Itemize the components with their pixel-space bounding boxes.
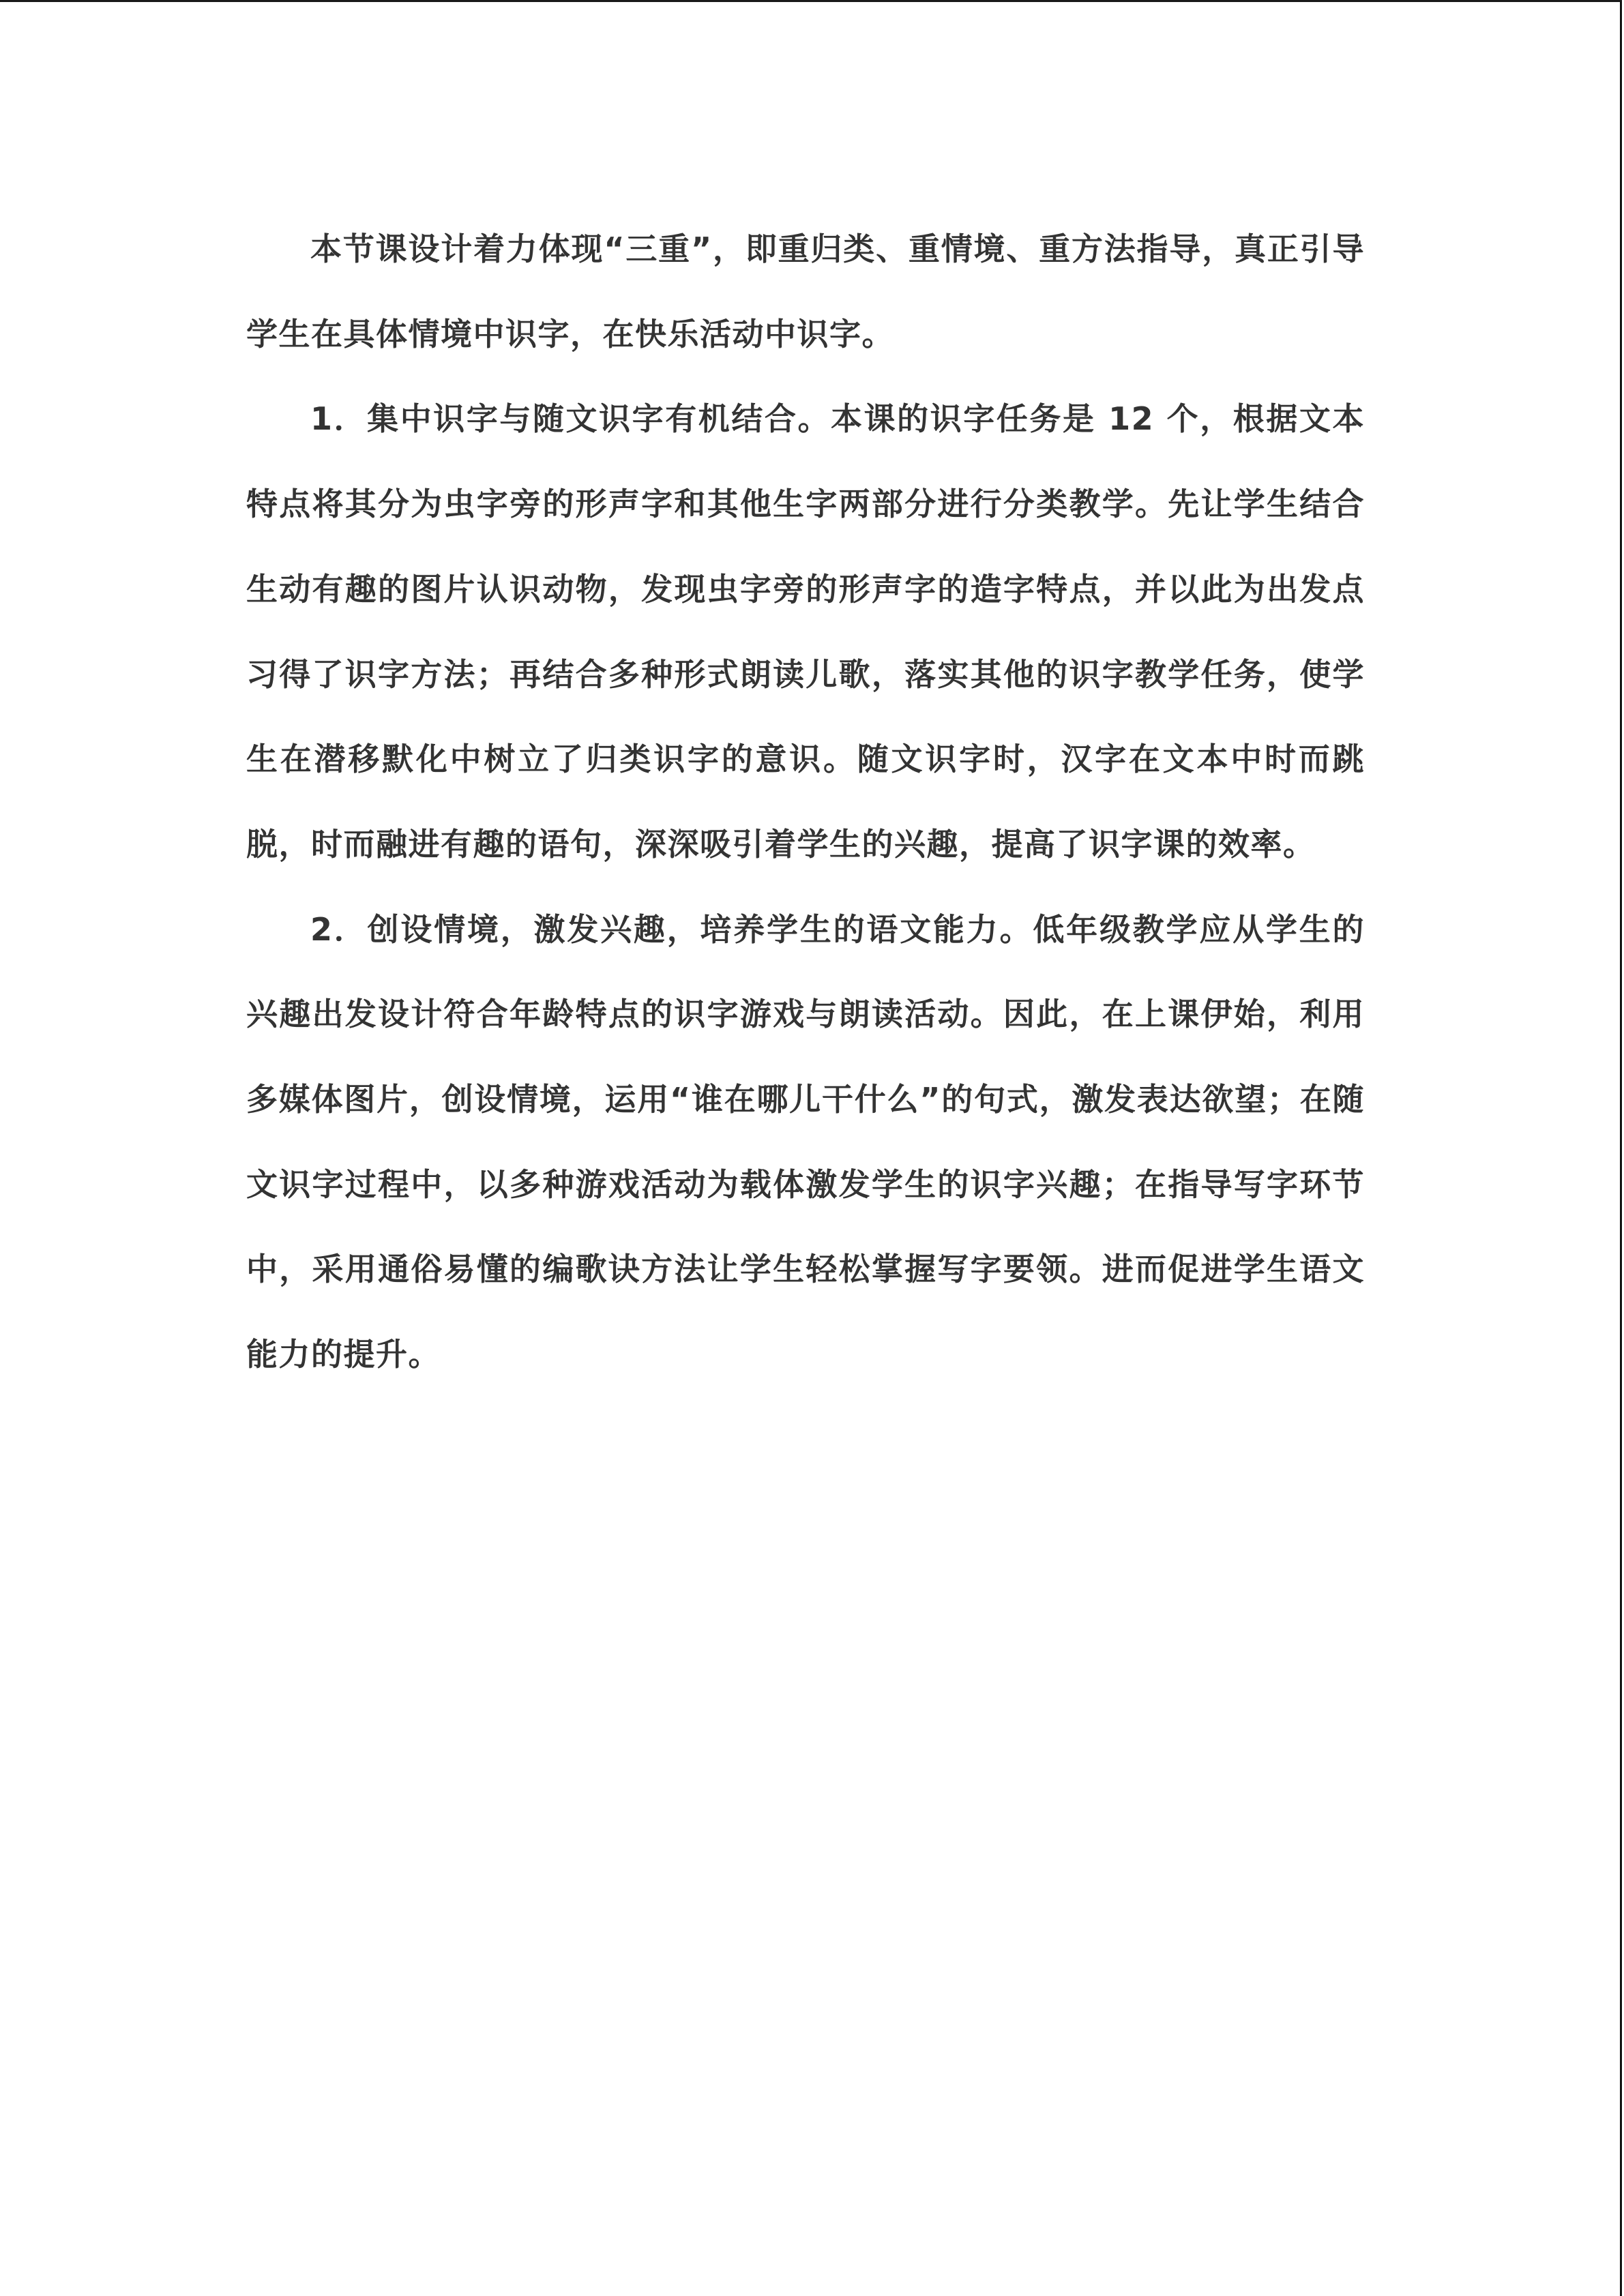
- paragraph-point-2: 2．创设情境，激发兴趣，培养学生的语文能力。低年级教学应从学生的兴趣出发设计符合年龄特点的识字游戏与朗读活动。因此，在上课伊始，利用多媒体图片，创设情境，运用“谁在哪儿干什么”的句式，激发表达欲望；在随文识字过程中，以多种游戏活动为载体激发学生的识字兴趣；在指导写字环节中，采用通俗易懂的编歌诀方法让学生轻松掌握写字要领。进而促进学生语文能力的提升。: [246, 910, 1365, 1373]
- document-body: [246, 207, 1365, 1397]
- paragraph-intro: 本节课设计着力体现“三重”，即重归类、重情境、重方法指导，真正引导学生在具体情境中识字，在快乐活动中识字。: [246, 230, 1365, 353]
- paragraph-point-1: 1．集中识字与随文识字有机结合。本课的识字任务是 12 个，根据文本特点将其分为虫字旁的形声字和其他生字两部分进行分类教学。先让学生结合生动有趣的图片认识动物，发现虫字旁的形声字的造字特点，并以此为出发点习得了识字方法；再结合多种形式朗读儿歌，落实其他的识字教学任务，使学生在潜移默化中树立了归类识字的意识。随文识字时，汉字在文本中时而跳脱，时而融进有趣的语句，深深吸引着学生的兴趣，提高了识字课的效率。: [246, 400, 1365, 863]
